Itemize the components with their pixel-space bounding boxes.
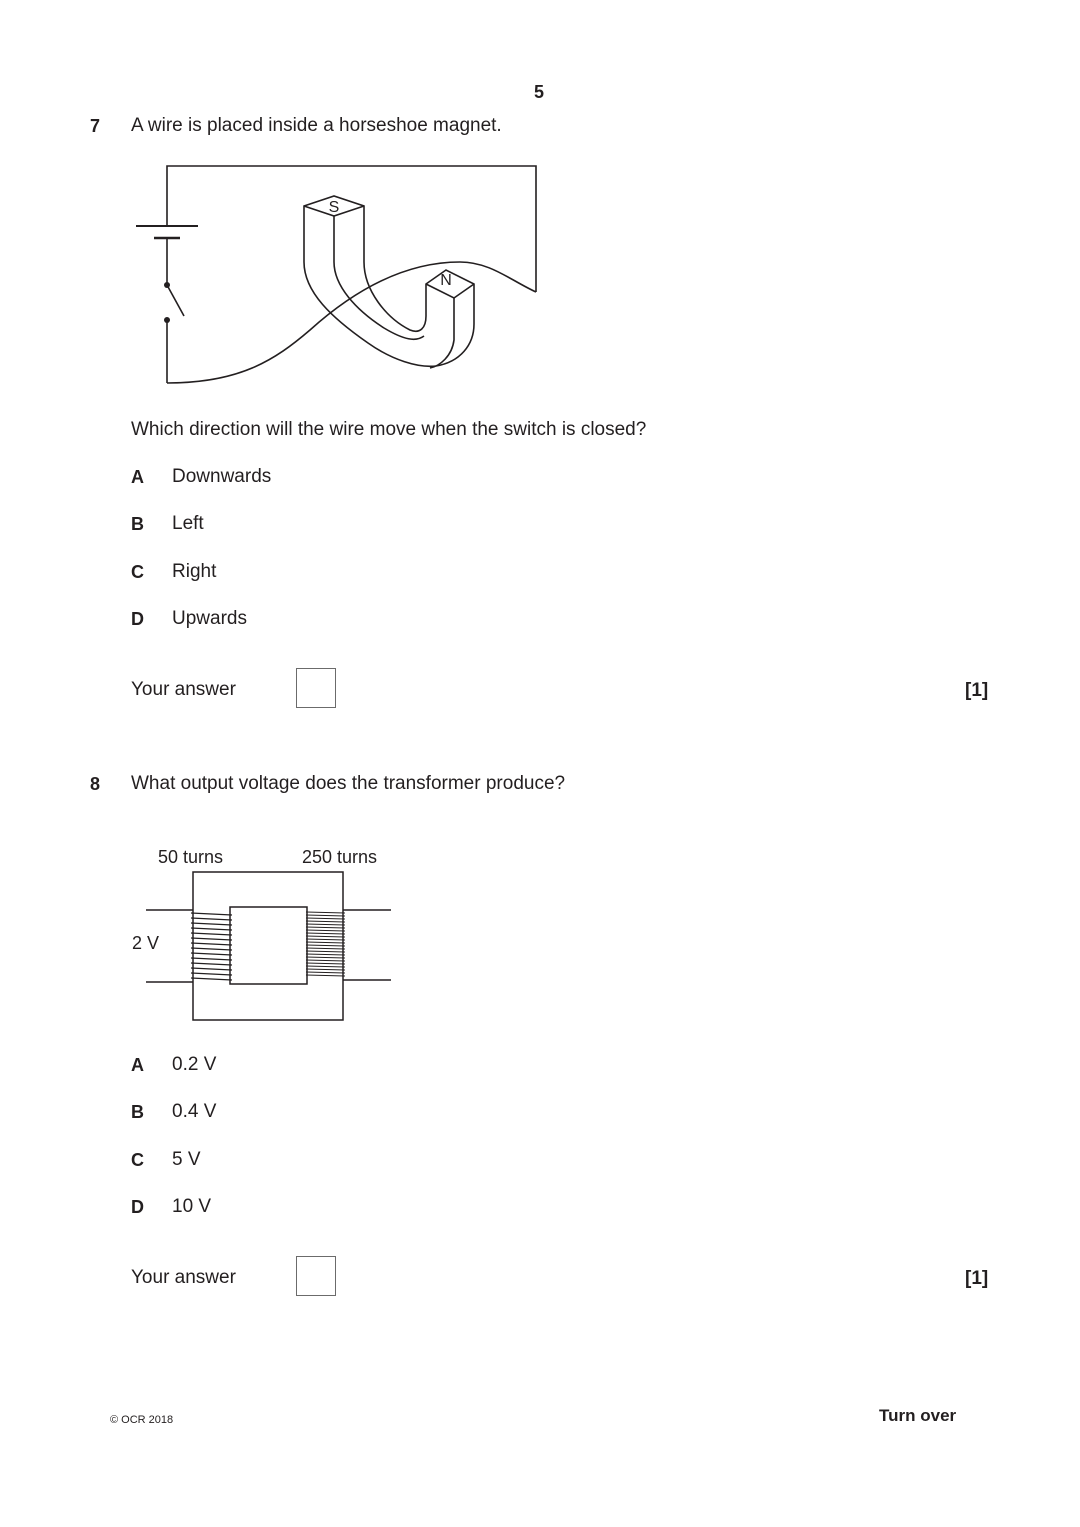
circuit-wire-top — [167, 166, 536, 292]
q7-answer-label: Your answer — [131, 679, 236, 700]
pole-s-label: S — [328, 199, 340, 216]
q8-option-b-letter: B — [131, 1102, 144, 1122]
secondary-coil — [306, 912, 345, 976]
q7-option-c-letter: C — [131, 562, 144, 582]
question-7-number: 7 — [90, 116, 101, 136]
copyright-notice: © OCR 2018 — [110, 1414, 174, 1426]
transformer-diagram — [120, 840, 410, 1030]
q7-option-b-text: Left — [172, 513, 204, 534]
q8-option-d-letter: D — [131, 1197, 144, 1217]
iron-core-inner — [230, 907, 307, 984]
question-7-text: Which direction will the wire move when the switch is closed? — [131, 419, 647, 440]
q7-answer-box[interactable] — [296, 668, 336, 708]
q8-option-c-text: 5 V — [172, 1149, 201, 1170]
q7-option-a-letter: A — [131, 467, 144, 487]
q8-option-d-text: 10 V — [172, 1196, 212, 1217]
q8-marks: [1] — [965, 1268, 989, 1289]
question-8-text: What output voltage does the transformer produce? — [131, 773, 566, 794]
iron-core-outer — [193, 872, 343, 1020]
horseshoe-magnet-circuit-diagram — [120, 150, 560, 400]
pole-n-label: N — [440, 272, 452, 289]
secondary-turns-label: 250 turns — [302, 847, 378, 867]
primary-coil — [191, 913, 232, 980]
q7-marks: [1] — [965, 680, 989, 701]
turn-over-label: Turn over — [879, 1406, 957, 1425]
q8-option-b-text: 0.4 V — [172, 1101, 217, 1122]
page-number: 5 — [534, 82, 545, 102]
question-7-stem: A wire is placed inside a horseshoe magnet. — [131, 115, 502, 136]
q7-option-b-letter: B — [131, 514, 144, 534]
q7-option-d-text: Upwards — [172, 608, 247, 629]
question-8-number: 8 — [90, 774, 101, 794]
primary-turns-label: 50 turns — [158, 847, 224, 867]
q7-option-d-letter: D — [131, 609, 144, 629]
q8-option-a-letter: A — [131, 1055, 144, 1075]
q8-answer-box[interactable] — [296, 1256, 336, 1296]
q8-option-c-letter: C — [131, 1150, 144, 1170]
q8-option-a-text: 0.2 V — [172, 1054, 217, 1075]
q7-option-c-text: Right — [172, 561, 217, 582]
input-voltage-label: 2 V — [132, 933, 160, 953]
q8-answer-label: Your answer — [131, 1267, 236, 1288]
switch-blade — [167, 285, 184, 316]
q7-option-a-text: Downwards — [172, 466, 272, 487]
